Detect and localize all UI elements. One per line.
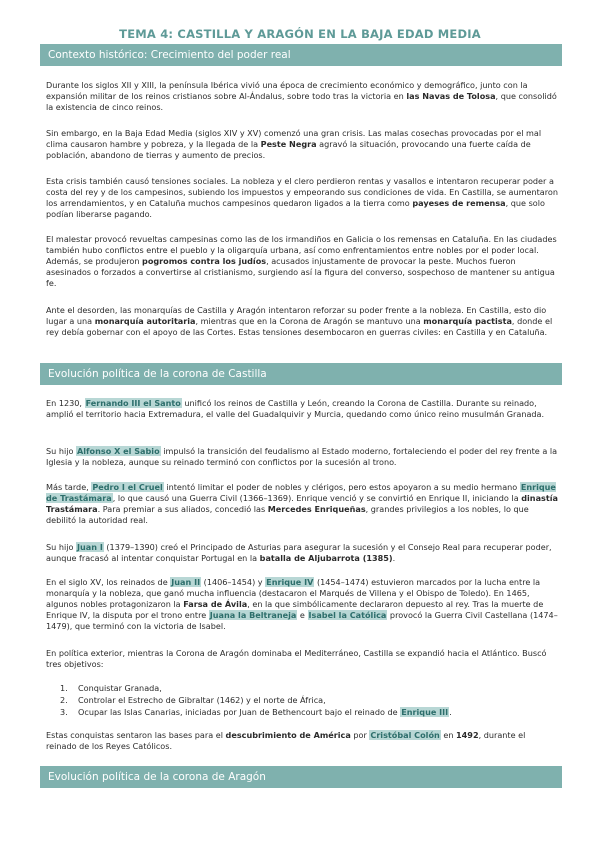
page-title: TEMA 4: CASTILLA Y ARAGÓN EN LA BAJA EDAD MEDIA	[119, 27, 481, 41]
highlight-name: Juan II	[171, 577, 201, 587]
list-item: 2. Controlar el Estrecho de Gibraltar (1462) y el norte de África,	[60, 695, 326, 705]
highlight-name: Enrique III	[401, 707, 449, 717]
highlight-name: Isabel la Católica	[308, 610, 387, 621]
highlight-name: Enrique de Trastámara	[46, 482, 556, 504]
paragraph: Durante los siglos XII y XIII, la península Ibérica vivió una época de crecimiento económico y demográfico, junto con la expansión militar de los reinos cristianos sobre Al-Ándalus, sobre todo tras la victoria en las Navas de Tolosa, que consolidó la existencia de cinco reinos.	[46, 80, 557, 113]
list-item: 1. Conquistar Granada,	[60, 683, 162, 693]
highlight-name: Alfonso X el Sabio	[77, 446, 160, 456]
highlight-name: Pedro I el Cruel	[92, 482, 163, 492]
paragraph: Más tarde, Pedro I el Cruel intentó limitar el poder de nobles y clérigos, pero estos apoyaron a su medio hermano Enrique de Trastámara, lo que causó una Guerra Civil (1366–1369). Enrique venció y se convirtió en Enrique II, iniciando la dinastía Trastámara. Para premiar a sus aliados, concedió las Mercedes Enriqueñas, grandes privilegios a los nobles, lo que debilitó la autoridad real.	[46, 482, 558, 526]
paragraph: En política exterior, mientras la Corona de Aragón dominaba el Mediterráneo, Castilla se expandió hacia el Atlántico. Buscó tres objetivos:	[46, 648, 547, 670]
paragraph: El malestar provocó revueltas campesinas como las de los irmandiños en Galicia o los remensas en Cataluña. En las ciudades también hubo conflictos entre el pueblo y la oligarquía urbana, así como enfrentamientos entre nobles por el poder local. Además, se produjeron pogromos contra los judíos, acusados injustamente de provocar la peste. Muchos fueron asesinados o forzados a convertirse al cristianismo, surgiendo así la figura del converso, sospechoso de mantener su antigua fe.	[46, 234, 557, 289]
paragraph: En 1230, Fernando III el Santo unificó los reinos de Castilla y León, creando la Corona de Castilla. Durante su reinado, amplió el territorio hacia Extremadura, el valle del Guadalquivir y Murcia, quedando como único reino musulmán Granada.	[46, 398, 545, 420]
highlight-name: Juan I	[77, 542, 103, 552]
paragraph: Su hijo Juan I (1379–1390) creó el Principado de Asturias para asegurar la sucesión y el Consejo Real para recuperar poder, aunque fracasó al intentar conquistar Portugal en la batalla de Aljubarrota (1385).	[46, 542, 552, 564]
paragraph: Su hijo Alfonso X el Sabio impulsó la transición del feudalismo al Estado moderno, fortaleciendo el poder del rey frente a la Iglesia y la nobleza, aunque su reinado terminó con conflictos por la sucesión al trono.	[46, 446, 558, 468]
highlight-name: Fernando III el Santo	[85, 398, 181, 408]
highlight-name: Enrique IV	[266, 577, 314, 587]
paragraph: Ante el desorden, las monarquías de Castilla y Aragón intentaron reforzar su poder frente a la nobleza. En Castilla, esto dio lugar a una monarquía autoritaria, mientras que en la Corona de Aragón se mantuvo una monarquía pactista, donde el rey debía gobernar con el apoyo de las Cortes. Estas tensiones desembocaron en guerras civiles: en Castilla y en Cataluña.	[46, 305, 553, 338]
list-item: 3. Ocupar las Islas Canarias, iniciadas por Juan de Bethencourt bajo el reinado de Enrique III.	[60, 707, 452, 717]
highlight-name: Juana la Beltraneja	[209, 610, 297, 621]
section-heading-aragon: Evolución política de la corona de Aragón	[40, 766, 562, 788]
highlight-name: Cristóbal Colón	[370, 730, 440, 740]
objectives-list	[46, 682, 558, 718]
section-heading-context: Contexto histórico: Crecimiento del poder real	[40, 44, 562, 66]
section-heading-castilla: Evolución política de la corona de Castilla	[40, 363, 562, 385]
paragraph: Estas conquistas sentaron las bases para el descubrimiento de América por Cristóbal Colón en 1492, durante el reinado de los Reyes Católicos.	[46, 730, 526, 752]
paragraph: Esta crisis también causó tensiones sociales. La nobleza y el clero perdieron rentas y vasallos e intentaron recuperar poder a costa del rey y de los campesinos, subiendo los impuestos y empeorando sus condiciones de vida. En Castilla, se aumentaron los arrendamientos, y en Cataluña muchos campesinos quedaron ligados a la tierra como payeses de remensa, que solo podían liberarse pagando.	[46, 176, 558, 220]
paragraph: Sin embargo, en la Baja Edad Media (siglos XIV y XV) comenzó una gran crisis. Las malas cosechas provocadas por el mal clima causaron hambre y pobreza, y la llegada de la Peste Negra agravó la situación, provocando una fuerte caída de población, abandono de tierras y aumento de precios.	[46, 128, 542, 161]
paragraph: En el siglo XV, los reinados de Juan II (1406–1454) y Enrique IV (1454–1474) estuvieron marcados por la lucha entre la monarquía y la nobleza, que ganó mucha influencia (destacaron el Marqués de Villena y el Obispo de Toledo). En 1465, algunos nobles protagonizaron la Farsa de Ávila, en la que simbólicamente declararon depuesto al rey. Tras la muerte de Enrique IV, la disputa por el trono entre Juana la Beltraneja e Isabel la Católica provocó la Guerra Civil Castellana (1474–1479), que terminó con la victoria de Isabel.	[46, 577, 558, 632]
